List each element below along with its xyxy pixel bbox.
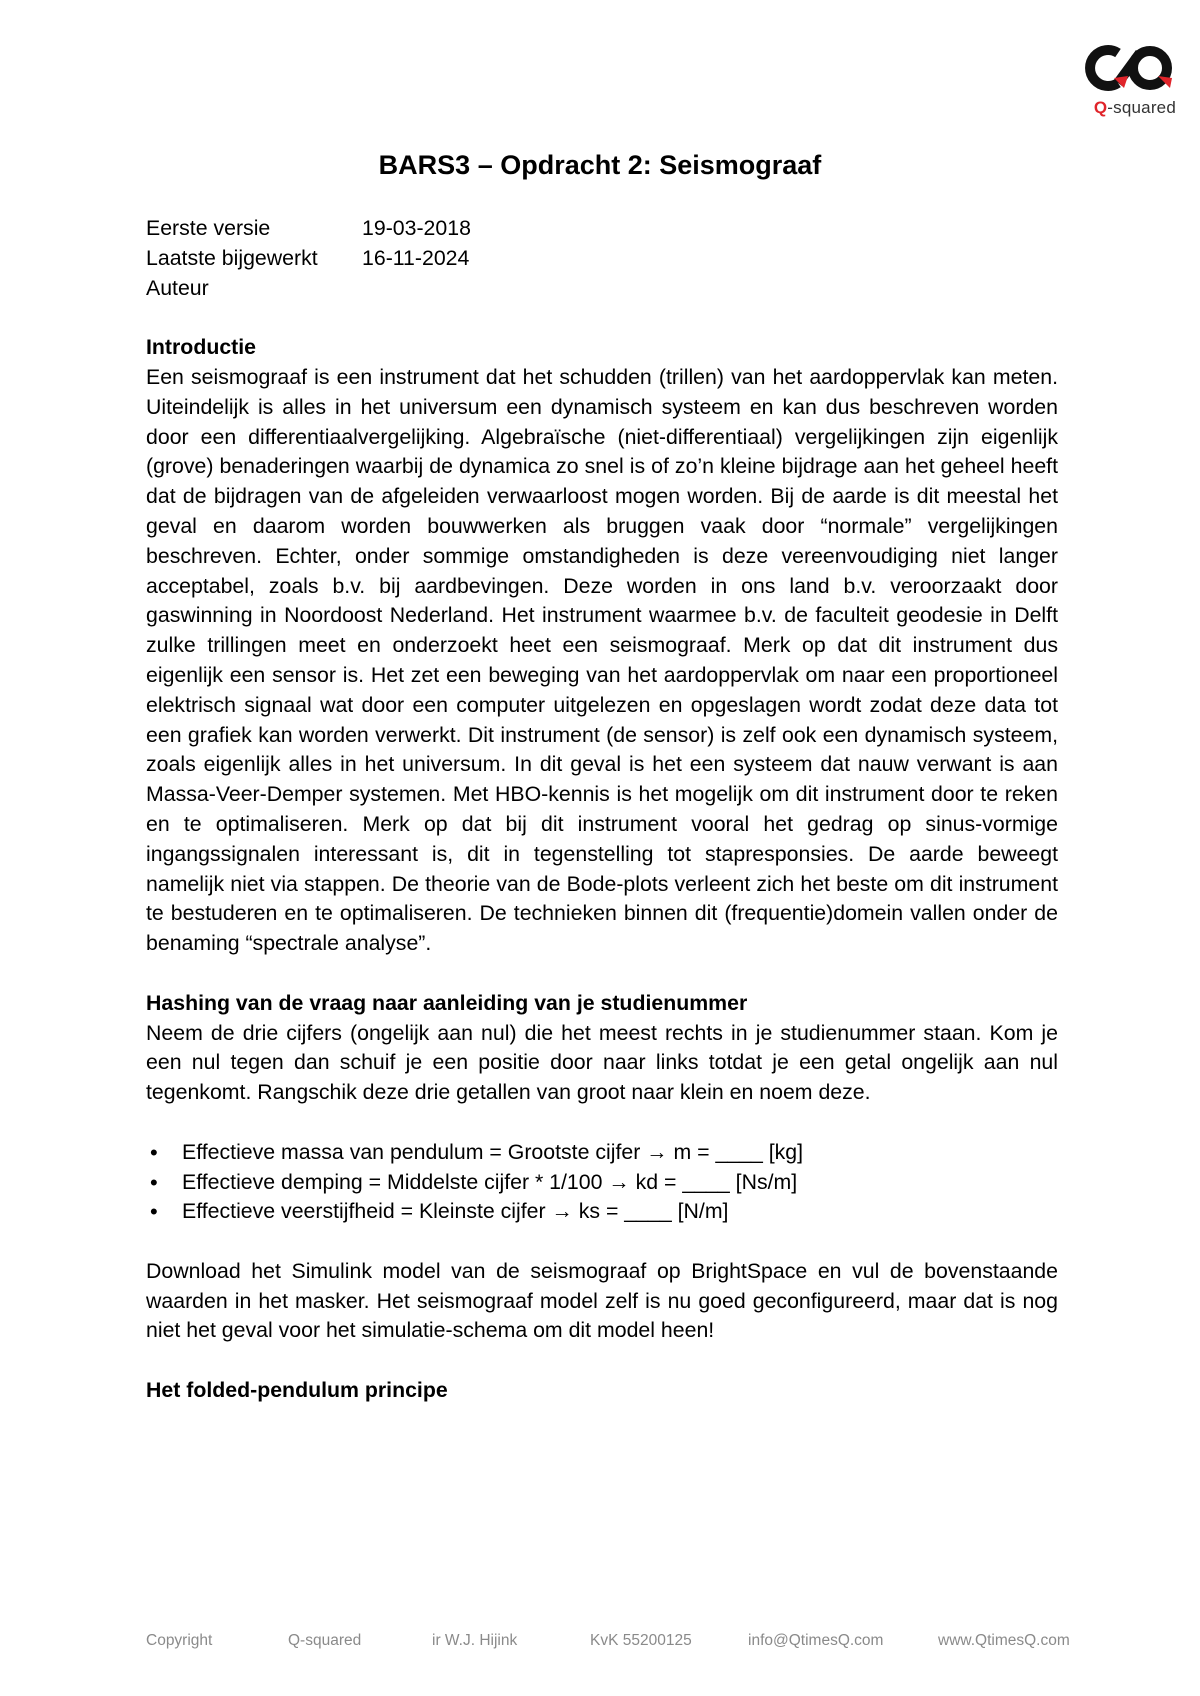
list-item-mass: • Effectieve massa van pendulum = Grootste cijfer → m = ____ [kg] bbox=[146, 1138, 1058, 1168]
logo-q: Q bbox=[1093, 98, 1108, 117]
footer-copyright: Copyright bbox=[146, 1632, 213, 1649]
meta-label: Auteur bbox=[146, 275, 209, 300]
hashing-paragraph: Neem de drie cijfers (ongelijk aan nul) die het meest rechts in je studienummer staan. Kom je een nul tegen dan schuif je een positie door naar links totdat je een getal ongelijk aan nul tegenkomt. Rangschik deze drie getallen van groot naar klein en noem deze. bbox=[146, 1020, 1058, 1105]
footer-kvk: KvK 55200125 bbox=[590, 1632, 692, 1649]
footer-website-link[interactable]: www.QtimesQ.com bbox=[938, 1632, 1070, 1649]
logo-wordmark bbox=[1078, 98, 1176, 118]
logo-squared: -squared bbox=[1107, 98, 1176, 117]
list-item-damping: • Effectieve demping = Middelste cijfer * 1/100 → kd = ____ [Ns/m] bbox=[146, 1168, 1058, 1198]
meta-row-first-version bbox=[146, 214, 1058, 244]
footer-company: Q-squared bbox=[288, 1632, 362, 1649]
intro-paragraph: Een seismograaf is een instrument dat het schudden (trillen) van het aardoppervlak kan meten. Uiteindelijk is alles in het universum een dynamisch systeem en kan dus beschreven worden door een differentiaalvergelijking. Algebraïsche (niet-differentiaal) vergelijkingen zijn eigenlijk (grove) benaderingen waarbij de dynamica zo snel is of zo’n kleine bijdrage aan het geheel heeft dat de bijdragen van de afgeleiden verwaarloost mogen worden. Bij de aarde is dit meestal het geval en daarom worden bouwwerken als bruggen vaak door “normale” vergelijkingen beschreven. Echter, onder sommige omstandigheden is deze vereenvoudiging niet langer acceptabel, zoals b.v. bij aardbevingen. Deze worden in ons land b.v. veroorzaakt door gaswinning in Noordoost Nederland. Het instrument waarmee b.v. de faculteit geodesie in Delft zulke trillingen meet en onderzoekt heet een seismograaf. Merk op dat dit instrument dus eigenlijk een sensor is. Het zet een beweging van het aardoppervlak om naar een proportioneel elektrisch signaal wat door een computer uitgelezen en opgeslagen wordt zodat deze data tot een grafiek kan worden verwerkt. Dit instrument (de sensor) is zelf ook een dynamisch systeem, zoals eigenlijk alles in het universum. In dit geval is het een systeem dat nauw verwant is aan Massa-Veer-Demper systemen. Met HBO-kennis is het mogelijk om dit instrument door te reken en te optimaliseren. Merk op dat bij dit instrument vooral het gedrag op sinus-vormige ingangssignalen interessant is, dit in tegenstelling tot stapresponsies. De aarde beweegt namelijk niet via stappen. De theorie van de Bode-plots verleent zich het beste om dit instrument te bestuderen en te optimaliseren. De technieken binnen dit (frequentie)domein vallen onder de benaming “spectrale analyse”. bbox=[146, 364, 1058, 956]
document-title: BARS3 – Opdracht 2: Seismograaf bbox=[378, 150, 822, 180]
meta-label: Laatste bijgewerkt bbox=[146, 245, 318, 270]
meta-row-author bbox=[146, 274, 1058, 304]
q-squared-logo-icon bbox=[1078, 40, 1176, 96]
q-squared-logo bbox=[1078, 40, 1176, 122]
page-footer bbox=[0, 1632, 1200, 1654]
meta-value bbox=[362, 274, 1058, 304]
section-heading-hashing: Hashing van de vraag naar aanleiding van je studienummer bbox=[146, 990, 748, 1015]
meta-label: Eerste versie bbox=[146, 216, 271, 240]
meta-value: 16-11-2024 bbox=[362, 245, 470, 270]
footer-email-link[interactable]: info@QtimesQ.com bbox=[748, 1632, 884, 1649]
document-body bbox=[146, 214, 1058, 1406]
meta-value: 19-03-2018 bbox=[362, 216, 471, 240]
parameter-list bbox=[146, 1138, 1058, 1227]
section-heading-folded-pendulum: Het folded-pendulum principe bbox=[146, 1378, 448, 1403]
meta-row-last-updated bbox=[146, 244, 1058, 274]
download-paragraph: Download het Simulink model van de seismograaf op BrightSpace en vul de bovenstaande waarden in het masker. Het seismograaf model zelf is nu goed geconfigureerd, maar dat is nog niet het geval voor het simulatie-schema om dit model heen! bbox=[146, 1258, 1058, 1343]
section-heading-introductie: Introductie bbox=[146, 335, 257, 360]
list-item-stiffness: • Effectieve veerstijfheid = Kleinste cijfer → ks = ____ [N/m] bbox=[146, 1197, 1058, 1227]
footer-author: ir W.J. Hijink bbox=[432, 1632, 518, 1649]
